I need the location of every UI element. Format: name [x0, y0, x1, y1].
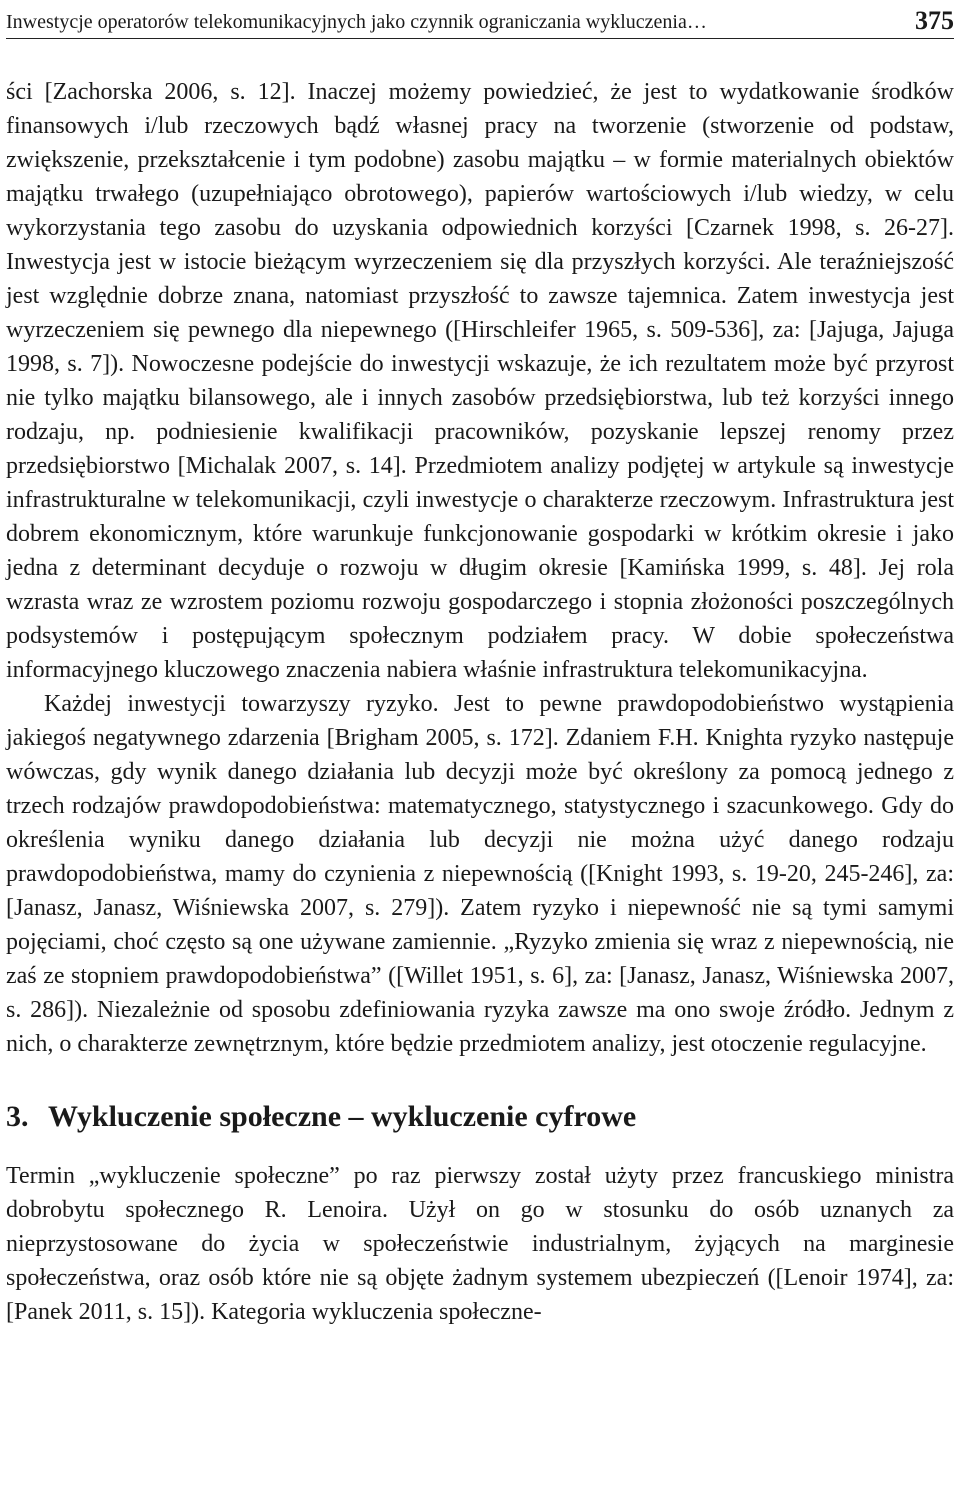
paragraph-social-exclusion: Termin „wykluczenie społeczne” po raz pierwszy został użyty przez francuskiego ministra dobrobytu społecznego R. Lenoira. Użył on go w stosunku do osób uznanych za nieprzystosowane do życia w społeczeństwie industrialnym, żyjących na marginesie społeczeństwa, oraz osób które nie są objęte żadnym systemem ubezpieczeń ([Lenoir 1974], za: [Panek 2011, s. 15]). Kategoria wykluczenia społeczne- [6, 1163, 954, 1325]
running-header [6, 0, 954, 39]
section-heading [6, 1097, 954, 1137]
section-title: Wykluczenie społeczne – wykluczenie cyfrowe [48, 1100, 637, 1133]
section-body [6, 1159, 954, 1329]
document-page [6, 0, 954, 1329]
section-number: 3. [6, 1100, 29, 1133]
paragraph-investment-definition: ści [Zachorska 2006, s. 12]. Inaczej możemy powiedzieć, że jest to wydatkowanie środków finansowych i/lub rzeczowych bądź własnej pracy na tworzenie (stworzenie od podstaw, zwiększenie, przekształcenie i tym podobne) zasobu majątku – w formie materialnych obiektów majątku trwałego (uzupełniająco obrotowego), papierów wartościowych i/lub wiedzy, w celu wykorzystania tego zasobu do uzyskania odpowiednich korzyści [Czarnek 1998, s. 26-27]. Inwestycja jest w istocie bieżącym wyrzeczeniem się dla przyszłych korzyści. Ale teraźniejszość jest względnie dobrze znana, natomiast przyszłość to zawsze tajemnica. Zatem inwestycja jest wyrzeczeniem się pewnego dla niepewnego ([Hirschleifer 1965, s. 509-536], za: [Jajuga, Jajuga 1998, s. 7]). Nowoczesne podejście do inwestycji wskazuje, że ich rezultatem może być przyrost nie tylko majątku bilansowego, ale i innych zasobów przedsiębiorstwa, lub też korzyści innego rodzaju, np. podniesienie kwalifikacji pracowników, pozyskanie lepszej renomy przez przedsiębiorstwo [Michalak 2007, s. 14]. Przedmiotem analizy podjętej w artykule są inwestycje infrastrukturalne w telekomunikacji, czyli inwestycje o charakterze rzeczowym. Infrastruktura jest dobrem ekonomicznym, które warunkuje funkcjonowanie gospodarki w krótkim okresie i jako jedna z determinant decyduje o rozwoju w długim okresie [Kamińska 1999, s. 48]. Jej rola wzrasta wraz ze wzrostem poziomu rozwoju gospodarczego i stopnia złożoności poszczególnych podsystemów i postępującym społecznym podziałem pracy. W dobie społeczeństwa informacyjnego kluczowego znaczenia nabiera właśnie infrastruktura telekomunikacyjna. [6, 79, 954, 683]
running-title: Inwestycje operatorów telekomunikacyjnych jako czynnik ograniczania wykluczenia… [6, 11, 707, 33]
paragraph-risk: Każdej inwestycji towarzyszy ryzyko. Jest to pewne prawdopodobieństwo wystąpienia jakiegoś negatywnego zdarzenia [Brigham 2005, s. 172]. Zdaniem F.H. Knighta ryzyko następuje wówczas, gdy wynik danego działania lub decyzji może być określony za pomocą jednego z trzech rodzajów prawdopodobieństwa: matematycznego, statystycznego i szacunkowego. Gdy do określenia wyniku danego działania lub decyzji nie można użyć danego rodzaju prawdopodobieństwa, mamy do czynienia z niepewnością ([Knight 1993, s. 19-20, 245-246], za: [Janasz, Janasz, Wiśniewska 2007, s. 279]). Zatem ryzyko i niepewność nie są tymi samymi pojęciami, choć często są one używane zamiennie. „Ryzyko zmienia się wraz z niepewnością, nie zaś ze stopniem prawdopodobieństwa” ([Willet 1951, s. 6], za: [Janasz, Janasz, Wiśniewska 2007, s. 286]). Niezależnie od sposobu zdefiniowania ryzyka zawsze ma ono swoje źródło. Jednym z nich, o charakterze zewnętrznym, które będzie przedmiotem analizy, jest otoczenie regulacyjne. [6, 691, 954, 1057]
body-text [6, 75, 954, 1061]
page-number: 375 [915, 6, 954, 35]
